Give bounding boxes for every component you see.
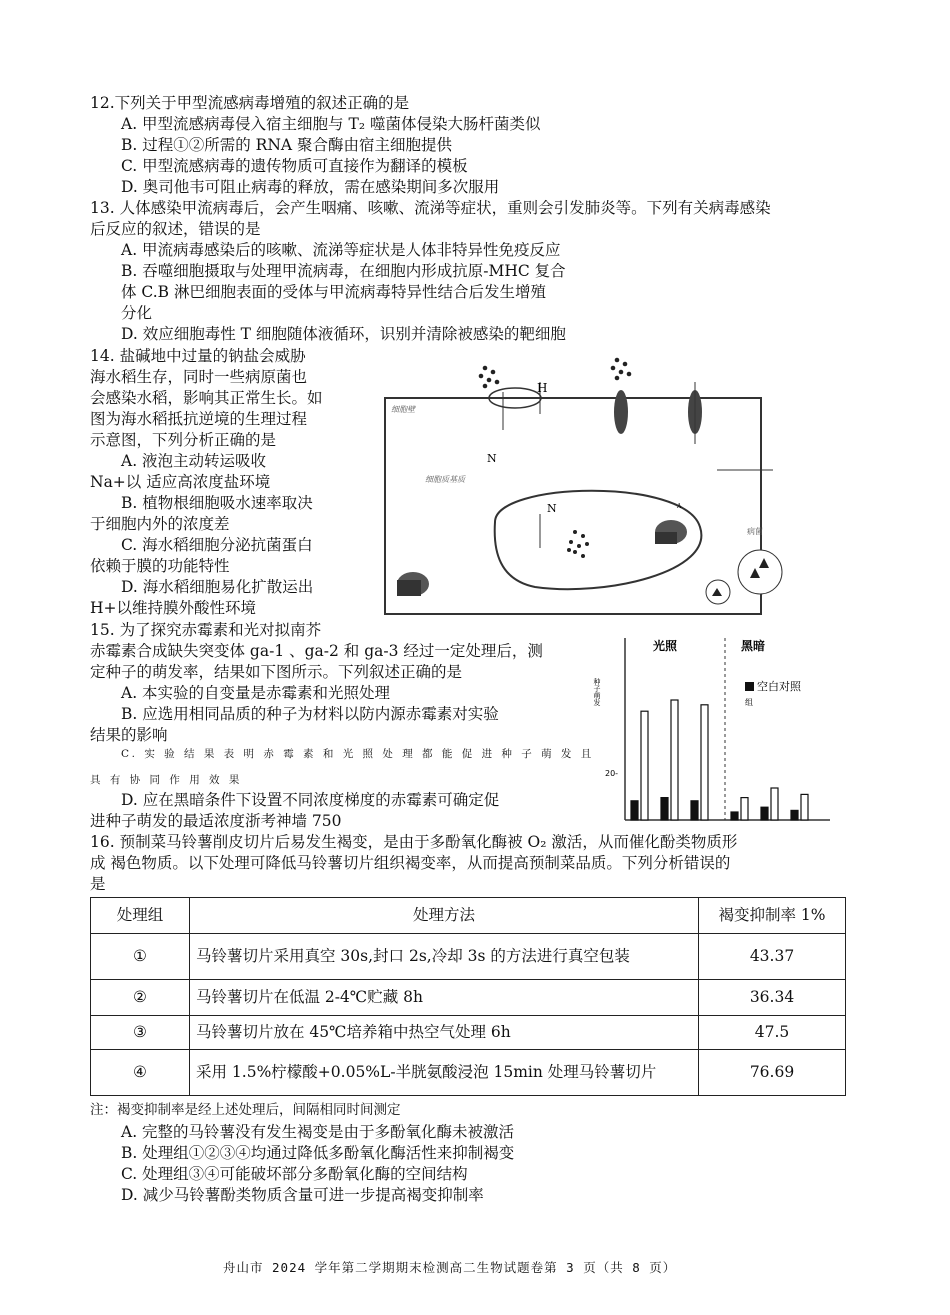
q15-stem-line1: 15. 为了探究赤霉素和光对拟南芥 — [90, 621, 322, 639]
q14-option-d-line2: H+以维持膜外酸性环境 — [90, 599, 257, 617]
treatment-table — [90, 897, 846, 1096]
y-tick-label: 20- — [605, 769, 619, 778]
q16-option-b: B. 处理组①②③④均通过降低多酚氧化酶活性来抑制褐变 — [121, 1144, 515, 1162]
q15-option-c-line1: C. 实 验 结 果 表 明 赤 霉 素 和 光 照 处 理 都 能 促 进 种 子 萌 发 且 — [121, 748, 595, 760]
table-cell: 47.5 — [699, 1016, 846, 1050]
q14-option-b-line1: B. 植物根细胞吸水速率取决 — [121, 494, 313, 512]
q15-stem-line3: 定种子的萌发率，结果如下图所示。下列叙述正确的是 — [90, 663, 463, 681]
q14-stem-line1: 14. 盐碱地中过量的钠盐会威胁 — [90, 347, 306, 365]
bacteria-label: 病菌 — [747, 527, 763, 536]
table-cell: ② — [91, 980, 190, 1016]
y-axis-label: 种子萌发 — [593, 678, 601, 706]
table-cell: ③ — [91, 1016, 190, 1050]
q16-option-a: A. 完整的马铃薯没有发生褐变是由于多酚氧化酶未被激活 — [121, 1123, 515, 1141]
table-header: 处理组 — [91, 898, 190, 934]
panel-label-dark: 黑暗 — [741, 639, 766, 653]
bar-dark-ga-1-control — [731, 812, 738, 820]
q13-option-b-line1: B. 吞噬细胞摄取与处理甲流病毒，在细胞内形成抗原-MHC 复合 — [121, 262, 566, 280]
q14-option-d-line1: D. 海水稻细胞易化扩散运出 — [121, 578, 314, 596]
table-cell: 马铃薯切片采用真空 30s,封口 2s,冷却 3s 的方法进行真空包装 — [190, 934, 699, 980]
q14-option-b-line2: 于细胞内外的浓度差 — [90, 515, 230, 533]
q14-stem-line2: 海水稻生存，同时一些病原菌也 — [90, 368, 308, 386]
a-label: A — [677, 503, 682, 510]
table-cell: 马铃薯切片在低温 2-4℃贮藏 8h — [190, 980, 699, 1016]
q13-option-d: D. 效应细胞毒性 T 细胞随体液循环，识别并清除被感染的靶细胞 — [121, 325, 566, 343]
q13-option-a: A. 甲流病毒感染后的咳嗽、流涕等症状是人体非特异性免疫反应 — [121, 241, 561, 259]
q13-stem-line1: 13. 人体感染甲流病毒后，会产生咽痛、咳嗽、流涕等症状，重则会引发肺炎等。下列有关病毒感染 — [90, 199, 771, 217]
bar-dark-ga-2-control — [761, 807, 768, 820]
table-cell: ① — [91, 934, 190, 980]
q12-option-d: D. 奥司他韦可阻止病毒的释放，需在感染期间多次服用 — [121, 178, 500, 196]
cytoplasm-label: 细胞质基质 — [425, 475, 465, 484]
h-label: H — [537, 381, 548, 395]
q12-option-c: C. 甲型流感病毒的遗传物质可直接作为翻译的模板 — [121, 157, 468, 175]
q15-option-d-line1: D. 应在黑暗条件下设置不同浓度梯度的赤霉素可确定促 — [121, 791, 500, 809]
bar-light-ga-1-treated — [641, 711, 648, 820]
q14-option-a-line2: Na+以 适应高浓度盐环境 — [90, 473, 271, 491]
bar-light-ga-1-control — [631, 801, 638, 820]
q15-option-b-line1: B. 应选用相同品质的种子为材料以防内源赤霉素对实验 — [121, 705, 499, 723]
q14-cell-diagram — [355, 352, 775, 622]
panel-label-light: 光照 — [653, 639, 678, 653]
q16-note: 注：褐变抑制率是经上述处理后，间隔相同时间测定 — [90, 1102, 401, 1118]
q13-option-b-line2: 体 C.B 淋巴细胞表面的受体与甲流病毒特异性结合后发生增殖 — [121, 283, 546, 301]
table-header: 处理方法 — [190, 898, 699, 934]
q13-option-b-line3: 分化 — [121, 304, 153, 322]
n-label-2: N — [547, 502, 557, 515]
bar-light-ga-2-control — [661, 798, 668, 820]
q16-stem-line3: 是 — [90, 875, 106, 893]
bar-light-ga-3-treated — [701, 705, 708, 820]
q14-option-c-line2: 依赖于膜的功能特性 — [90, 557, 230, 575]
q12-option-a: A. 甲型流感病毒侵入宿主细胞与 T₂ 噬菌体侵染大肠杆菌类似 — [121, 115, 541, 133]
q15-option-b-line2: 结果的影响 — [90, 726, 168, 744]
table-cell: 43.37 — [699, 934, 846, 980]
legend-control: 空白对照 — [757, 680, 801, 693]
q12-option-b: B. 过程①②所需的 RNA 聚合酶由宿主细胞提供 — [121, 136, 453, 154]
table-cell: 76.69 — [699, 1050, 846, 1096]
bar-dark-ga-3-treated — [801, 794, 808, 820]
table-cell: ④ — [91, 1050, 190, 1096]
q13-stem-line2: 后反应的叙述，错误的是 — [90, 220, 261, 238]
q16-option-d: D. 减少马铃薯酚类物质含量可进一步提高褐变抑制率 — [121, 1186, 484, 1204]
q12-stem: 12.下列关于甲型流感病毒增殖的叙述正确的是 — [90, 94, 410, 112]
table-cell: 马铃薯切片放在 45℃培养箱中热空气处理 6h — [190, 1016, 699, 1050]
cell-wall-label: 细胞壁 — [391, 405, 415, 414]
q16-stem-line1: 16. 预制菜马铃薯削皮切片后易发生褐变，是由于多酚氧化酶被 O₂ 激活，从而催化酚类物质形 — [90, 833, 738, 851]
q15-option-a: A. 本实验的自变量是赤霉素和光照处理 — [121, 684, 391, 702]
q15-germination-chart — [595, 630, 845, 830]
legend-line2: 组 — [745, 698, 753, 707]
page-footer: 舟山市 2024 学年第二学期期末检测高二生物试题卷第 3 页（共 8 页） — [223, 1260, 677, 1275]
bar-dark-ga-1-treated — [741, 798, 748, 820]
q14-stem-line4: 图为海水稻抵抗逆境的生理过程 — [90, 410, 308, 428]
table-cell: 采用 1.5%柠檬酸+0.05%L-半胱氨酸浸泡 15min 处理马铃薯切片 — [190, 1050, 699, 1096]
table-cell: 36.34 — [699, 980, 846, 1016]
bar-light-ga-3-control — [691, 801, 698, 820]
bar-light-ga-2-treated — [671, 700, 678, 820]
q14-stem-line5: 示意图，下列分析正确的是 — [90, 431, 277, 449]
q16-stem-line2: 成 褐色物质。以下处理可降低马铃薯切片组织褐变率，从而提高预制菜品质。下列分析错误的 — [90, 854, 731, 872]
table-header: 褐变抑制率 1% — [699, 898, 846, 934]
n-label-1: N — [487, 452, 497, 465]
q14-option-c-line1: C. 海水稻细胞分泌抗菌蛋白 — [121, 536, 313, 554]
bar-dark-ga-3-control — [791, 810, 798, 820]
q15-stem-line2: 赤霉素合成缺失突变体 ga-1 、ga-2 和 ga-3 经过一定处理后，测 — [90, 642, 543, 660]
q14-option-a-line1: A. 液泡主动转运吸收 — [121, 452, 267, 470]
bar-dark-ga-2-treated — [771, 788, 778, 820]
q15-option-c-line2: 具 有 协 同 作 用 效 果 — [90, 774, 243, 786]
q15-option-d-line2: 进种子萌发的最适浓度浙考神墙 750 — [90, 812, 342, 830]
q16-option-c: C. 处理组③④可能破坏部分多酚氧化酶的空间结构 — [121, 1165, 468, 1183]
q14-stem-line3: 会感染水稻，影响其正常生长。如 — [90, 389, 323, 407]
